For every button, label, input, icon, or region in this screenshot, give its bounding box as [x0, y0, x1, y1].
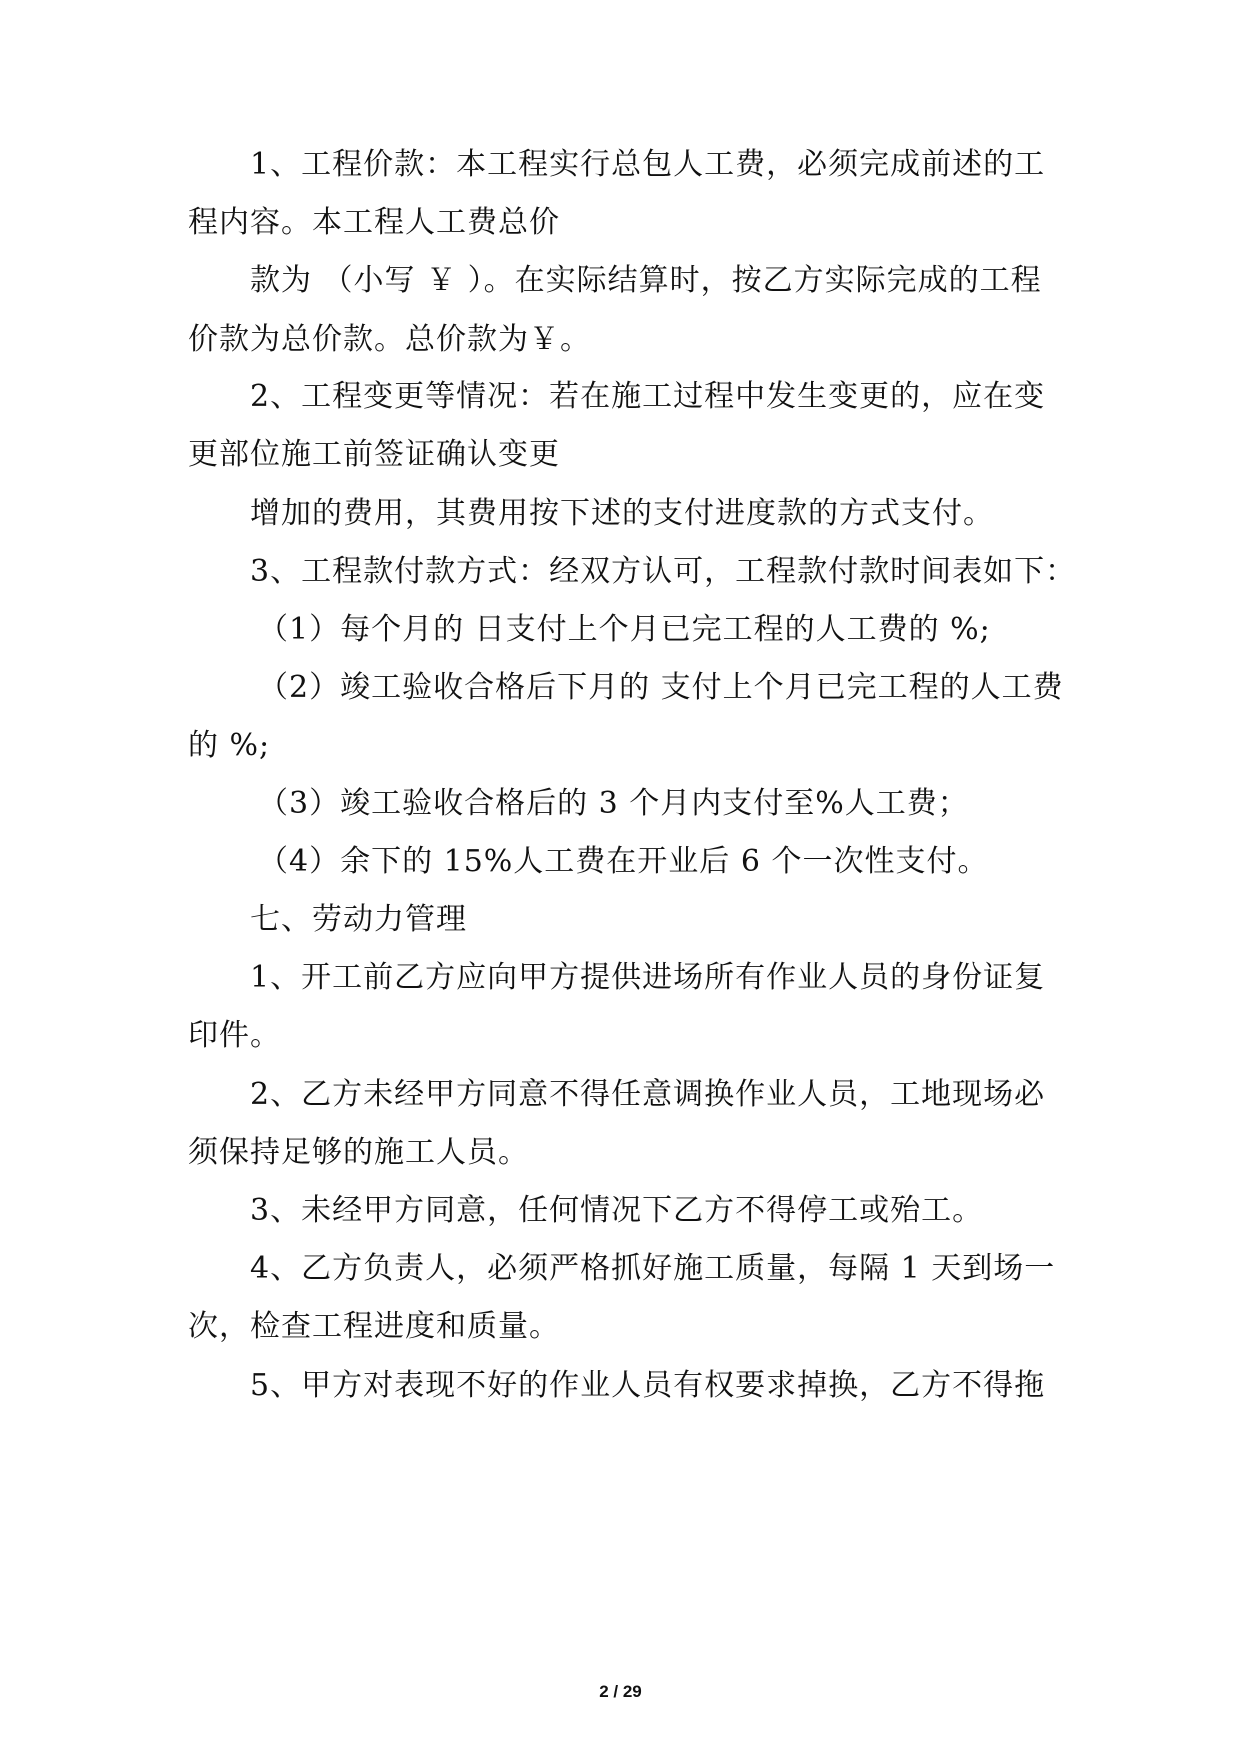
paragraph-line: 3、未经甲方同意，任何情况下乙方不得停工或殆工。	[250, 1193, 984, 1228]
paragraph-line: 1、工程价款：本工程实行总包人工费，必须完成前述的工	[250, 147, 1046, 182]
paragraph-line: 次，检查工程进度和质量。	[188, 1309, 560, 1344]
paragraph-line: （4）余下的 15%人工费在开业后 6 个一次性支付。	[258, 844, 989, 879]
paragraph-line: 价款为总价款。总价款为￥。	[188, 322, 591, 357]
paragraph-line: 2、乙方未经甲方同意不得任意调换作业人员，工地现场必	[250, 1077, 1046, 1112]
page-number: 2 / 29	[599, 1682, 642, 1701]
paragraph-line: 1、开工前乙方应向甲方提供进场所有作业人员的身份证复	[250, 960, 1046, 995]
paragraph-line: 印件。	[188, 1018, 281, 1053]
paragraph-line: 2、工程变更等情况：若在施工过程中发生变更的，应在变	[250, 379, 1046, 414]
paragraph-line: 更部位施工前签证确认变更	[188, 437, 560, 472]
paragraph-line: 款为 （小写 ￥ ）。在实际结算时，按乙方实际完成的工程	[250, 263, 1042, 298]
paragraph-line: 4、乙方负责人，必须严格抓好施工质量，每隔 1 天到场一	[250, 1251, 1056, 1286]
section-heading: 七、劳动力管理	[250, 902, 467, 937]
paragraph-line: （2）竣工验收合格后下月的 支付上个月已完工程的人工费	[258, 670, 1064, 705]
paragraph-line: 的 %;	[188, 728, 271, 763]
paragraph-line: 增加的费用，其费用按下述的支付进度款的方式支付。	[250, 496, 994, 531]
paragraph-line: 3、工程款付款方式：经双方认可，工程款付款时间表如下：	[250, 554, 1077, 589]
paragraph-line: 程内容。本工程人工费总价	[188, 205, 560, 240]
paragraph-line: 5、甲方对表现不好的作业人员有权要求掉换，乙方不得拖	[250, 1368, 1046, 1403]
paragraph-line: （3）竣工验收合格后的 3 个月内支付至%人工费；	[258, 786, 969, 821]
paragraph-line: （1）每个月的 日支付上个月已完工程的人工费的 %;	[258, 612, 991, 647]
paragraph-line: 须保持足够的施工人员。	[188, 1135, 529, 1170]
